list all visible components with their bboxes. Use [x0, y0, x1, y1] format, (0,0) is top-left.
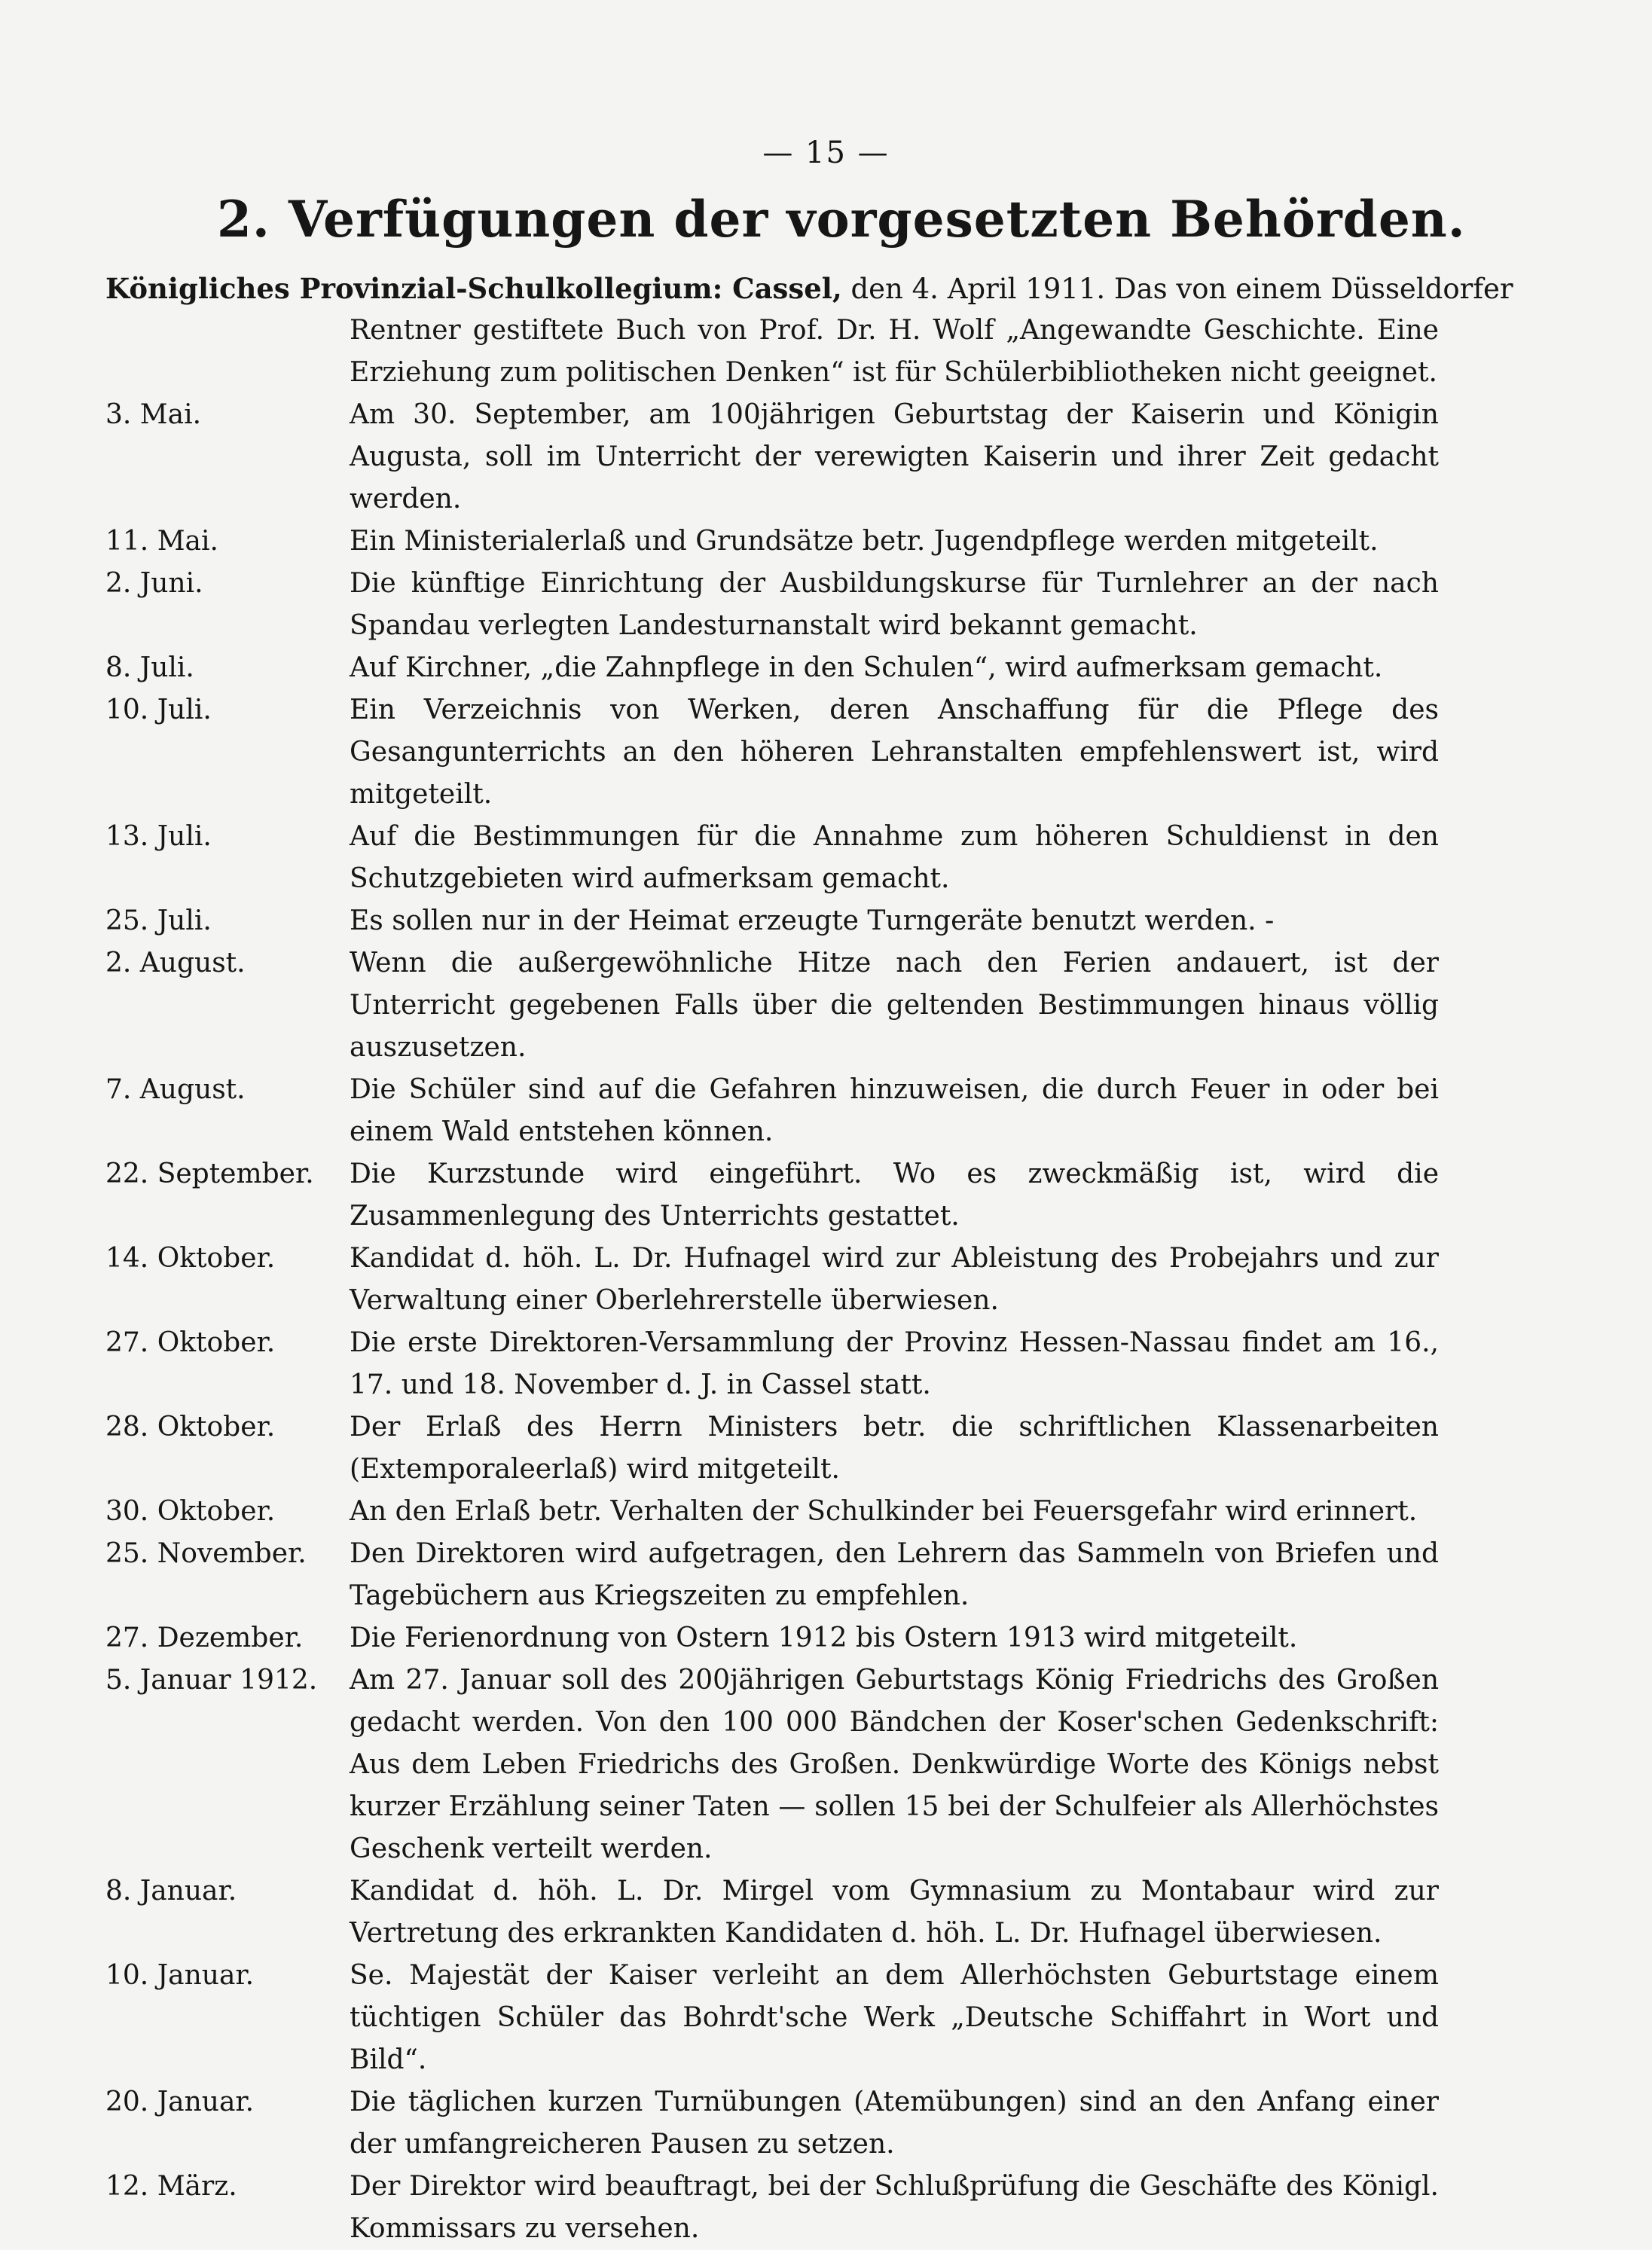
entry-date: 7. August.	[105, 1074, 246, 1105]
list-item	[105, 2081, 1439, 2166]
list-item	[105, 942, 1439, 1069]
authority-line	[105, 267, 1513, 310]
entry-text: Der Erlaß des Herrn Ministers betr. die schriftlichen Klassenarbeiten (Extemporaleerlaß) wird mitgeteilt.	[350, 1412, 1439, 1485]
list-item	[105, 1069, 1439, 1153]
list-item	[105, 394, 1439, 521]
list-item	[105, 1238, 1439, 1322]
list-item	[105, 521, 1439, 563]
list-item	[105, 1955, 1439, 2081]
list-item	[105, 1491, 1439, 1533]
entry-text: Die erste Direktoren-Versammlung der Provinz Hessen-Nassau findet am 16., 17. und 18. November d. J. in Cassel statt.	[350, 1327, 1439, 1400]
entry-date: 5. Januar 1912.	[105, 1665, 318, 1696]
entry-date: 30. Oktober.	[105, 1496, 276, 1527]
entry-text: Die Ferienordnung von Ostern 1912 bis Ostern 1913 wird mitgeteilt.	[350, 1623, 1298, 1653]
page-number: — 15 —	[762, 136, 890, 170]
entry-date: 25. Juli.	[105, 905, 212, 936]
entry-text: Den Direktoren wird aufgetragen, den Lehrern das Sammeln von Briefen und Tagebüchern aus Kriegszeiten zu empfehlen.	[350, 1538, 1439, 1611]
entry-text: Auf die Bestimmungen für die Annahme zum höheren Schuldienst in den Schutzgebieten wird aufmerksam gemacht.	[350, 821, 1439, 894]
entry-text: Die Schüler sind auf die Gefahren hinzuweisen, die durch Feuer in oder bei einem Wald entstehen können.	[350, 1074, 1439, 1147]
entry-date: 10. Juli.	[105, 695, 212, 725]
entry-text: Kandidat d. höh. L. Dr. Hufnagel wird zur Ableistung des Probejahrs und zur Verwaltung einer Oberlehrerstelle überwiesen.	[350, 1243, 1439, 1316]
entry-date: 3. Mai.	[105, 399, 202, 430]
list-item	[105, 1659, 1439, 1870]
entry-list	[105, 394, 1439, 2250]
entry-date: 12. März.	[105, 2171, 237, 2202]
entry-text: Die Kurzstunde wird eingeführt. Wo es zweckmäßig ist, wird die Zusammenlegung des Unterrichts gestattet.	[350, 1159, 1439, 1232]
entry-date: 8. Juli.	[105, 652, 194, 683]
entry-text: Die täglichen kurzen Turnübungen (Atemübungen) sind an den Anfang einer der umfangreicheren Pausen zu setzen.	[350, 2087, 1439, 2160]
list-item	[105, 2166, 1439, 2250]
entry-text: Die künftige Einrichtung der Ausbildungskurse für Turnlehrer an der nach Spandau verlegten Landesturnanstalt wird bekannt gemacht.	[350, 568, 1439, 641]
authority-date: den 4. April 1911.	[850, 273, 1106, 305]
authority-continuation: Rentner gestiftete Buch von Prof. Dr. H. Wolf „Angewandte Geschichte. Eine Erziehung zum politischen Denken“ ist für Schülerbibliotheken nicht geeignet.	[350, 315, 1439, 388]
entry-date: 14. Oktober.	[105, 1243, 276, 1274]
list-item	[105, 1533, 1439, 1617]
list-item	[105, 563, 1439, 647]
entry-text: Kandidat d. höh. L. Dr. Mirgel vom Gymnasium zu Montabaur wird zur Vertretung des erkrankten Kandidaten d. höh. L. Dr. Hufnagel überwiesen.	[350, 1876, 1439, 1949]
entry-date: 8. Januar.	[105, 1876, 237, 1907]
entry-date: 27. Oktober.	[105, 1327, 276, 1358]
entry-date: 22. September.	[105, 1159, 314, 1189]
entry-text: Auf Kirchner, „die Zahnpflege in den Schulen“, wird aufmerksam gemacht.	[350, 652, 1383, 683]
authority-intro: Das von einem Düsseldorfer	[1113, 273, 1513, 305]
entry-date: 10. Januar.	[105, 1960, 255, 1991]
entry-date: 13. Juli.	[105, 821, 212, 852]
entry-text: Se. Majestät der Kaiser verleiht an dem Allerhöchsten Geburtstage einem tüchtigen Schüler das Bohrdt'sche Werk „Deutsche Schiffahrt in Wort und Bild“.	[350, 1960, 1439, 2075]
list-item	[105, 1322, 1439, 1406]
entry-text: Ein Verzeichnis von Werken, deren Anschaffung für die Pflege des Gesangunterrichts an den höheren Lehranstalten empfehlenswert ist, wird mitgeteilt.	[350, 695, 1439, 810]
entry-text: Es sollen nur in der Heimat erzeugte Turngeräte benutzt werden. -	[350, 905, 1275, 936]
entry-date: 11. Mai.	[105, 526, 218, 557]
list-item	[105, 1406, 1439, 1491]
entry-text: An den Erlaß betr. Verhalten der Schulkinder bei Feuersgefahr wird erinnert.	[350, 1496, 1418, 1527]
entry-text: Wenn die außergewöhnliche Hitze nach den Ferien andauert, ist der Unterricht gegebenen Falls über die geltenden Bestimmungen hinaus völlig auszusetzen.	[350, 948, 1439, 1063]
list-item	[105, 1617, 1439, 1659]
section-title: 2. Verfügungen der vorgesetzten Behörden.	[217, 190, 1466, 249]
entry-text: Der Direktor wird beauftragt, bei der Schlußprüfung die Geschäfte des Königl. Kommissars zu versehen.	[350, 2171, 1439, 2244]
authority-name: Königliches Provinzial-Schulkollegium: Cassel,	[105, 272, 842, 305]
list-item	[105, 1153, 1439, 1238]
entry-date: 27. Dezember.	[105, 1623, 304, 1653]
list-item	[105, 816, 1439, 900]
entry-text: Am 30. September, am 100jährigen Geburtstag der Kaiserin und Königin Augusta, soll im Unterricht der verewigten Kaiserin und ihrer Zeit gedacht werden.	[350, 399, 1439, 514]
entry-date: 28. Oktober.	[105, 1412, 276, 1443]
entry-date: 2. August.	[105, 948, 246, 978]
entry-date: 20. Januar.	[105, 2087, 255, 2117]
list-item	[105, 689, 1439, 816]
entry-text: Am 27. Januar soll des 200jährigen Geburtstags König Friedrichs des Großen gedacht werden. Von den 100 000 Bändchen der Koser'schen Gedenkschrift: Aus dem Leben Friedrichs des Großen. Denkwürdige Worte des Königs nebst kurzer Erzählung seiner Taten — sollen 15 bei der Schulfeier als Allerhöchstes Geschenk verteilt werden.	[350, 1665, 1439, 1864]
entry-date: 25. November.	[105, 1538, 307, 1569]
list-item	[105, 647, 1439, 689]
list-item	[105, 900, 1439, 942]
entry-date: 2. Juni.	[105, 568, 203, 599]
entry-text: Ein Ministerialerlaß und Grundsätze betr. Jugendpflege werden mitgeteilt.	[350, 526, 1379, 557]
list-item	[105, 1870, 1439, 1955]
